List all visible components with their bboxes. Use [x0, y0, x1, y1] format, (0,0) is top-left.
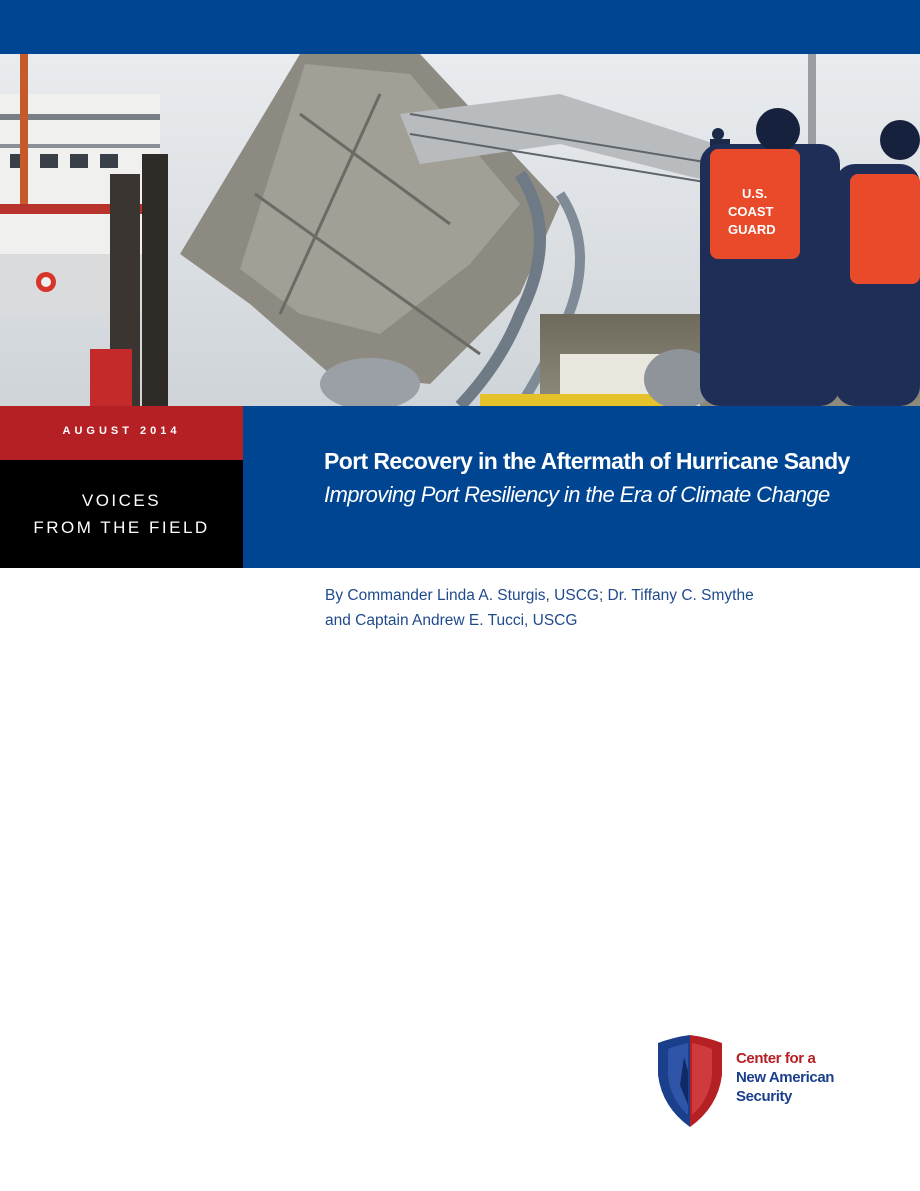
logo-line-3: Security [736, 1088, 792, 1105]
logo-line-1: Center for a [736, 1050, 816, 1067]
series-banner [0, 460, 243, 568]
vest-text-line3: GUARD [728, 222, 776, 237]
title-banner [243, 406, 920, 568]
shield-icon [654, 1035, 726, 1129]
vest-text-line1: U.S. [742, 186, 768, 201]
byline [325, 583, 845, 633]
date-banner [0, 406, 243, 460]
byline-line-1: By Commander Linda A. Sturgis, USCG; Dr. Tiffany C. Smythe [325, 587, 754, 604]
byline-line-2: and Captain Andrew E. Tucci, USCG [325, 612, 578, 629]
logo-line-2: New American [736, 1069, 835, 1086]
photo-coast-guard-damaged-dock [0, 54, 920, 406]
series-line-1: VOICES [81, 491, 162, 510]
logo-text [736, 1049, 834, 1106]
top-blue-band [0, 0, 920, 54]
publication-date: AUGUST 2014 [62, 425, 181, 437]
cnas-logo [654, 1035, 726, 1134]
cover-photo [0, 54, 920, 406]
series-line-2: FROM THE FIELD [33, 518, 210, 537]
report-subtitle: Improving Port Resiliency in the Era of Climate Change [324, 482, 830, 507]
vest-text-line2: COAST [728, 204, 774, 219]
report-title: Port Recovery in the Aftermath of Hurricane Sandy [324, 448, 850, 474]
